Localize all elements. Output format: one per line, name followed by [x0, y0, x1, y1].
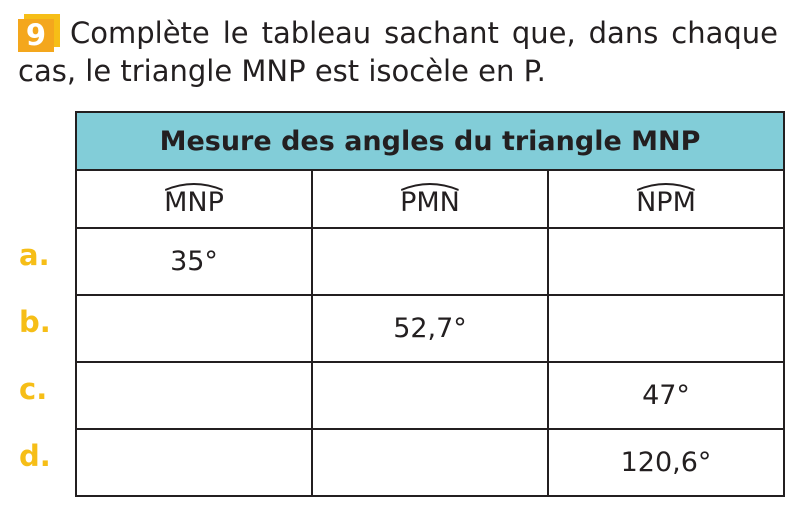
- cell-d-npm[interactable]: 120,6°: [548, 429, 784, 496]
- angles-table: [75, 111, 785, 497]
- angle-notation: [164, 181, 224, 218]
- exercise-statement-text: Complète le tableau sachant que, dans chaque cas, le triangle MNP est isocèle en P.: [18, 16, 778, 88]
- column-header-label: NPM: [636, 186, 696, 218]
- row-label-b: b.: [19, 305, 51, 339]
- cell-c-pmn[interactable]: [312, 362, 548, 429]
- table-title: Mesure des angles du triangle MNP: [76, 112, 784, 170]
- table-row-a: [76, 228, 784, 295]
- cell-c-npm[interactable]: 47°: [548, 362, 784, 429]
- table-header-row: [76, 170, 784, 228]
- angle-arc-icon: [164, 181, 224, 191]
- cell-a-mnp[interactable]: 35°: [76, 228, 312, 295]
- exercise-number: 9: [25, 18, 47, 52]
- cell-c-mnp[interactable]: [76, 362, 312, 429]
- cell-d-mnp[interactable]: [76, 429, 312, 496]
- row-label-c: c.: [19, 372, 48, 406]
- table-title-row: [76, 112, 784, 170]
- angle-notation: [400, 181, 460, 218]
- row-label-d: d.: [19, 439, 51, 473]
- cell-d-pmn[interactable]: [312, 429, 548, 496]
- column-header-label: MNP: [164, 186, 224, 218]
- cell-a-npm[interactable]: [548, 228, 784, 295]
- table-row-c: [76, 362, 784, 429]
- cell-b-mnp[interactable]: [76, 295, 312, 362]
- column-header-mnp: [76, 170, 312, 228]
- angle-notation: [636, 181, 696, 218]
- angle-arc-icon: [400, 181, 460, 191]
- column-header-pmn: [312, 170, 548, 228]
- exercise-statement: [18, 14, 778, 90]
- cell-b-pmn[interactable]: 52,7°: [312, 295, 548, 362]
- cell-b-npm[interactable]: [548, 295, 784, 362]
- table-row-b: [76, 295, 784, 362]
- angle-arc-icon: [636, 181, 696, 191]
- cell-a-pmn[interactable]: [312, 228, 548, 295]
- column-header-npm: [548, 170, 784, 228]
- column-header-label: PMN: [400, 186, 460, 218]
- table-row-d: [76, 429, 784, 496]
- row-label-a: a.: [19, 238, 50, 272]
